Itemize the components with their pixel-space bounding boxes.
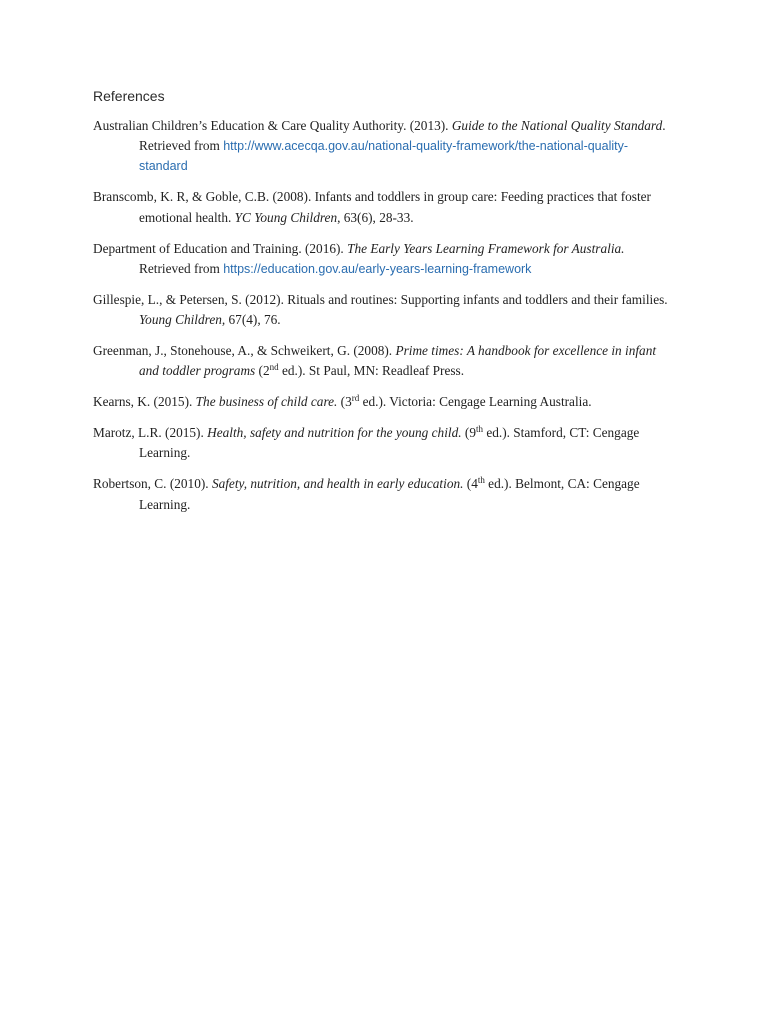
reference-text: , 63(6), 28-33. <box>337 209 414 225</box>
reference-text: Robertson, C. (2010). <box>93 476 212 492</box>
reference-entry <box>93 474 675 514</box>
reference-text: ed.). St Paul, MN: Readleaf Press. <box>278 363 465 379</box>
reference-title-italic: Guide to the National Quality Standard <box>451 118 663 133</box>
reference-text: . Retrieved from <box>139 118 666 154</box>
reference-title-italic: Young Children, <box>139 312 226 328</box>
reference-text: (3 <box>337 394 352 410</box>
reference-text: Australian Children’s Education & Care Quality Authority. (2013). <box>93 118 452 133</box>
reference-text: Retrieved from <box>139 260 224 276</box>
reference-title-italic: Health, safety and nutrition for the young child. <box>207 425 462 441</box>
reference-text: Greenman, J., Stonehouse, A., & Schweikert, G. (2008). <box>93 343 396 359</box>
reference-title-italic: Safety, nutrition, and health in early education. <box>211 476 464 492</box>
reference-text: Gillespie, L., & Petersen, S. (2012). Rituals and routines: Supporting infants and toddlers and their families. <box>93 291 668 307</box>
reference-text: Department of Education and Training. (2016). <box>93 240 348 256</box>
reference-entry <box>93 392 675 412</box>
edition-ordinal-suffix: th <box>475 424 483 435</box>
reference-text: ed.). Victoria: Cengage Learning Australia. <box>359 394 592 410</box>
reference-title-italic: YC Young Children <box>234 209 338 225</box>
reference-entry <box>93 116 675 177</box>
edition-ordinal-suffix: th <box>477 475 485 486</box>
edition-ordinal-suffix: rd <box>351 393 360 404</box>
reference-title-italic: The Early Years Learning Framework for Australia. <box>347 240 625 256</box>
reference-entry <box>93 341 675 381</box>
reference-text: (9 <box>461 425 476 441</box>
reference-title-italic: The business of child care. <box>195 394 338 410</box>
reference-list <box>93 116 675 526</box>
reference-text: Kearns, K. (2015). <box>93 394 196 410</box>
reference-url-link[interactable]: https://education.gov.au/early-years-learning-framework <box>223 261 532 276</box>
reference-entry <box>93 290 675 330</box>
reference-text: (4 <box>463 476 478 492</box>
reference-text: Marotz, L.R. (2015). <box>93 425 208 441</box>
reference-url-link[interactable]: http://www.acecqa.gov.au/national-quality-framework/the-national-quality-standard <box>139 139 629 174</box>
references-heading: References <box>93 88 165 104</box>
reference-text: (2 <box>255 363 270 379</box>
reference-text: ed.). Belmont, CA: Cengage Learning. <box>139 476 640 512</box>
reference-text: 67(4), 76. <box>225 312 281 328</box>
reference-text: Branscomb, K. R, & Goble, C.B. (2008). Infants and toddlers in group care: Feeding practices that foster emotional health. <box>93 189 651 225</box>
reference-entry <box>93 187 675 227</box>
reference-entry <box>93 239 675 279</box>
reference-text: ed.). Stamford, CT: Cengage Learning. <box>139 425 640 461</box>
reference-title-italic: Prime times: A handbook for excellence in infant and toddler programs <box>139 343 657 379</box>
reference-entry <box>93 423 675 463</box>
edition-ordinal-suffix: nd <box>269 362 279 373</box>
